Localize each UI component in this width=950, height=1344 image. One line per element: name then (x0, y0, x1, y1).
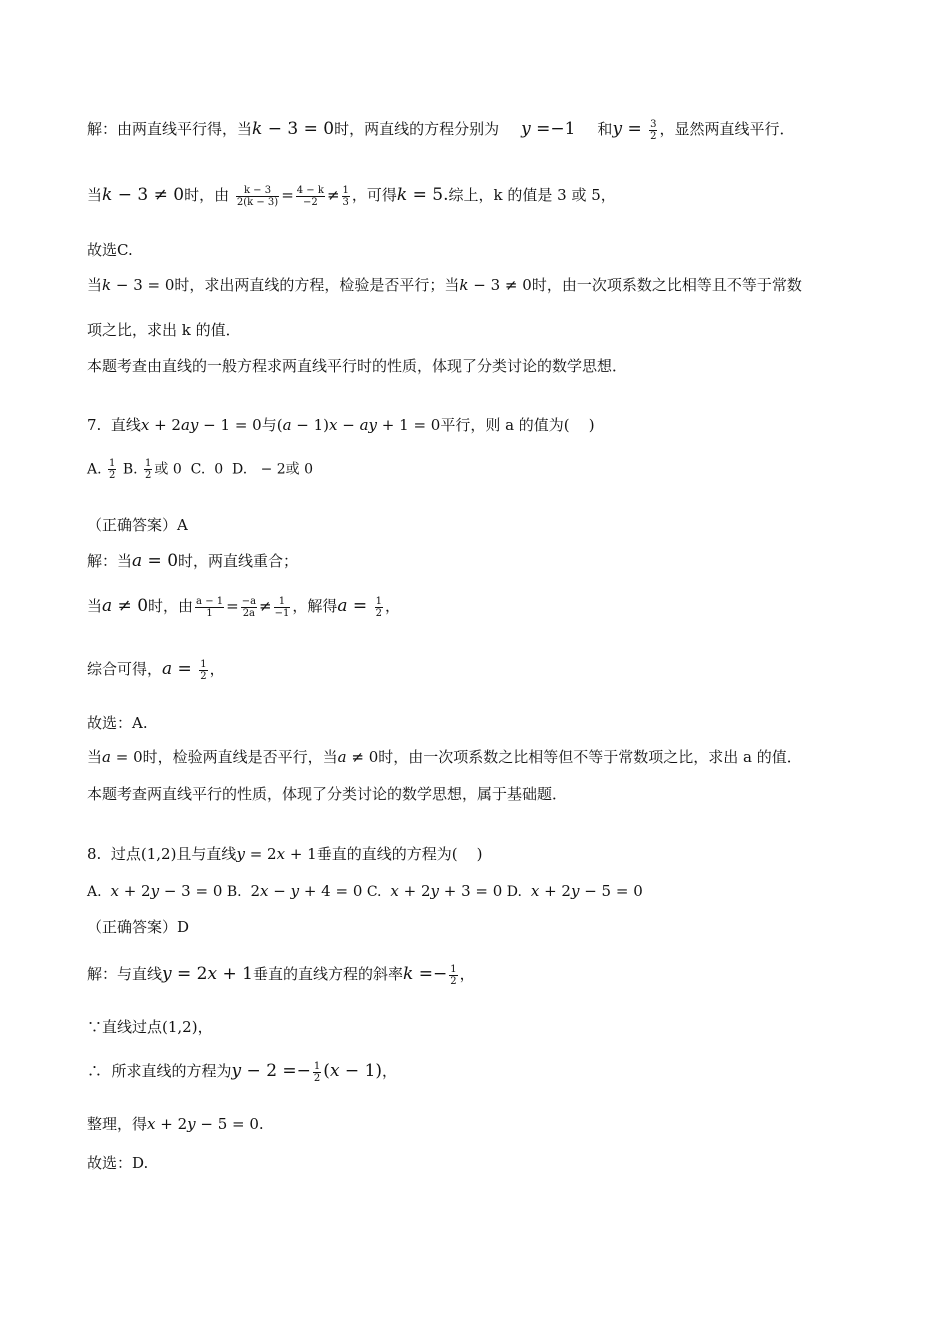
commentary-line: 本题考查两直线平行的性质，体现了分类讨论的数学思想，属于基础题． (87, 785, 568, 803)
analysis-line: 当a = 0时，检验两直线是否平行，当a ≠ 0时，由一次项系数之比相等但不等于常数项之比，求出 a 的值． (87, 748, 802, 766)
question-7-options: A. $\frac{1}{2}$ B. $\frac{1}{2}$ 或 0 C. 0 D. − 2或 0 (87, 458, 314, 481)
commentary-line: 本题考查由直线的一般方程求两直线平行时的性质，体现了分类讨论的数学思想． (87, 357, 628, 375)
solution-line: 解：当a = 0时，两直线重合； (87, 551, 299, 571)
analysis-line: 当k − 3 = 0时，求出两直线的方程，检验是否平行；当k − 3 ≠ 0时，由一次项系数之比相等且不等于常数 (87, 276, 802, 294)
solution-line: ∴ 所求直线的方程为y − 2 =− $\frac{1}{2}$ (x − 1)， (87, 1060, 398, 1084)
solution-line: 综合可得，a = $\frac{1}{2}$ ， (87, 658, 225, 682)
answer-line: 故选C. (87, 241, 133, 259)
solution-line: ∵直线过点(1,2)， (87, 1018, 213, 1036)
solution-line: 当k − 3 ≠ 0时，由 $\frac{k - 3}{2(k - 3)}$ = $\frac{4 - k}{-2}$ ≠ $\frac{1}{3}$ ，可得k = 5.综上，k 的值是 3 或 5， (87, 184, 616, 208)
analysis-line: 项之比，求出 k 的值． (87, 321, 241, 339)
solution-line: 解：由两直线平行得，当k − 3 = 0时，两直线的方程分别为 y =−1 和y = $\frac{3}{2}$ ，显然两直线平行． (87, 118, 795, 142)
question-7: 7. 直线x + 2ay − 1 = 0与(a − 1)x − ay + 1 = 0平行，则 a 的值为( ) (87, 416, 595, 434)
correct-answer-8: （正确答案）D (87, 918, 190, 936)
answer-line: 故选：A. (87, 714, 148, 732)
solution-line: 当a ≠ 0时，由 $\frac{a - 1}{1}$ = $\frac{-a}{2a}$ ≠ $\frac{1}{-1}$ ，解得a = $\frac{1}{2}$ ， (87, 595, 400, 619)
correct-answer-7: （正确答案）A (87, 516, 188, 534)
question-8: 8. 过点(1,2)且与直线y = 2x + 1垂直的直线的方程为( ) (87, 845, 483, 863)
solution-line: 解：与直线y = 2x + 1垂直的直线方程的斜率k =− $\frac{1}{2}$ ， (87, 963, 475, 987)
question-8-options: A. x + 2y − 3 = 0 B. 2x − y + 4 = 0 C. x + 2y + 3 = 0 D. x + 2y − 5 = 0 (87, 882, 643, 900)
solution-line: 整理，得x + 2y − 5 = 0. (87, 1115, 264, 1133)
answer-line: 故选：D. (87, 1154, 149, 1172)
